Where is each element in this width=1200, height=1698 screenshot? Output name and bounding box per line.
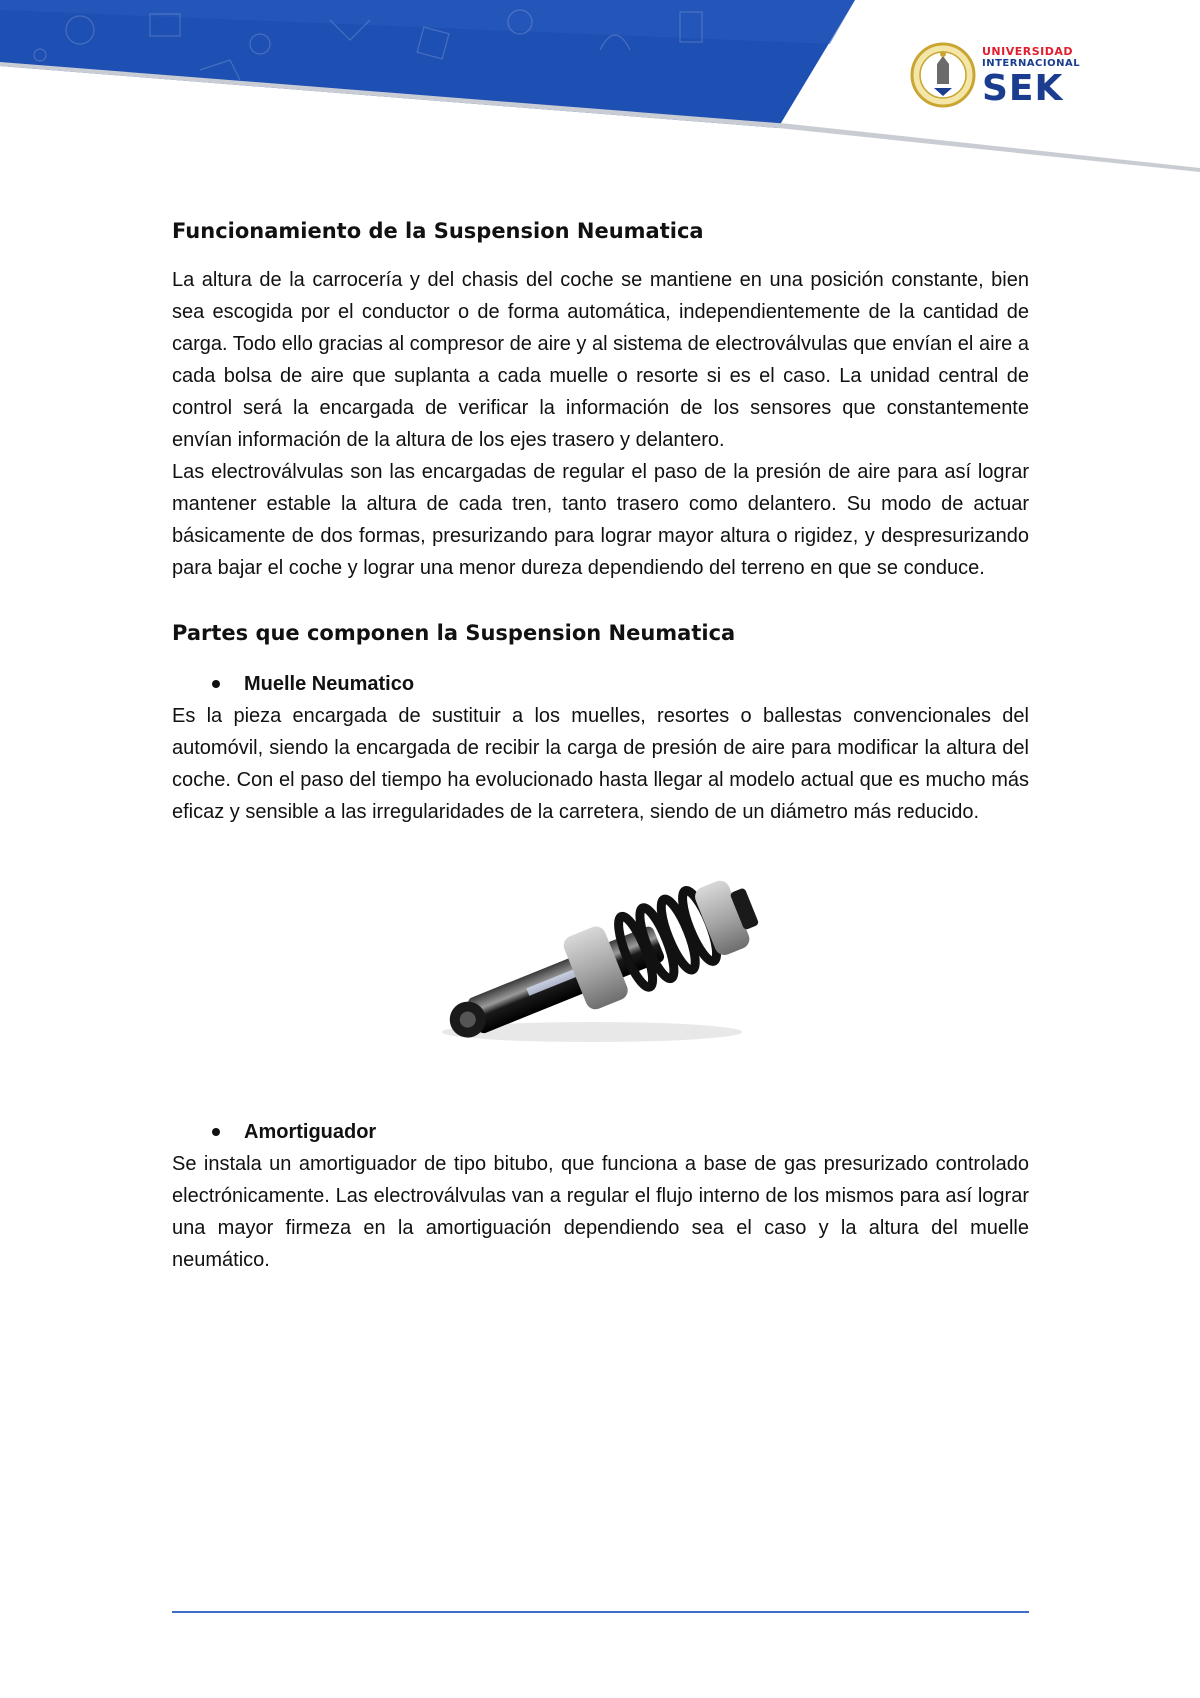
document-body — [172, 216, 1029, 1276]
logo-text-internacional: INTERNACIONAL — [982, 58, 1081, 69]
logo-text-sek: SEK — [982, 68, 1064, 109]
air-spring-strut-icon — [412, 864, 772, 1054]
list-item-title: Muelle Neumatico — [244, 673, 415, 695]
paragraph-amortiguador: Se instala un amortiguador de tipo bitubo, que funciona a base de gas presurizado controlado electrónicamente. Las electroválvulas van a regular el flujo interno de los mismos para así lograr una mayor firmeza en la amortiguación dependiendo sea el caso y la altura del muelle neumático. — [172, 1153, 1029, 1271]
logo-text-universidad: UNIVERSIDAD — [982, 45, 1074, 58]
footer-divider — [172, 1611, 1029, 1613]
figure-air-spring — [172, 864, 1029, 1064]
university-logo — [910, 40, 1110, 116]
bullet-icon — [212, 680, 220, 688]
paragraph-funcionamiento-1: La altura de la carrocería y del chasis del coche se mantiene en una posición constante, bien sea escogida por el conductor o de forma automática, independientemente de la cantidad de carga. Todo ello gracias al compresor de aire y al sistema de electroválvulas que envían el aire a cada bolsa de aire que suplanta a cada muelle o resorte si es el caso. La unidad central de control será la encargada de verificar la información de los sensores que constantemente envían información de la altura de los ejes trasero y delantero. — [172, 269, 1029, 451]
section-heading-funcionamiento: Funcionamiento de la Suspension Neumatica — [172, 219, 704, 243]
list-item-title: Amortiguador — [244, 1121, 377, 1143]
section-heading-partes: Partes que componen la Suspension Neumatica — [172, 621, 736, 645]
list-item-muelle-neumatico — [172, 668, 1029, 700]
bullet-icon — [212, 1128, 220, 1136]
paragraph-muelle-neumatico: Es la pieza encargada de sustituir a los muelles, resortes o ballestas convencionales del automóvil, siendo la encargada de recibir la carga de presión de aire para modificar la altura del coche. Con el paso del tiempo ha evolucionado hasta llegar al modelo actual que es mucho más eficaz y sensible a las irregularidades de la carretera, siendo de un diámetro más reducido. — [172, 705, 1029, 823]
university-seal-icon — [910, 42, 976, 108]
paragraph-funcionamiento-2: Las electroválvulas son las encargadas de regular el paso de la presión de aire para así lograr mantener estable la altura de cada tren, tanto trasero como delantero. Su modo de actuar básicamente de dos formas, presurizando para lograr mayor altura o rigidez, y despresurizando para bajar el coche y lograr una menor dureza dependiendo del terreno en que se conduce. — [172, 461, 1029, 579]
list-item-amortiguador — [172, 1116, 1029, 1148]
